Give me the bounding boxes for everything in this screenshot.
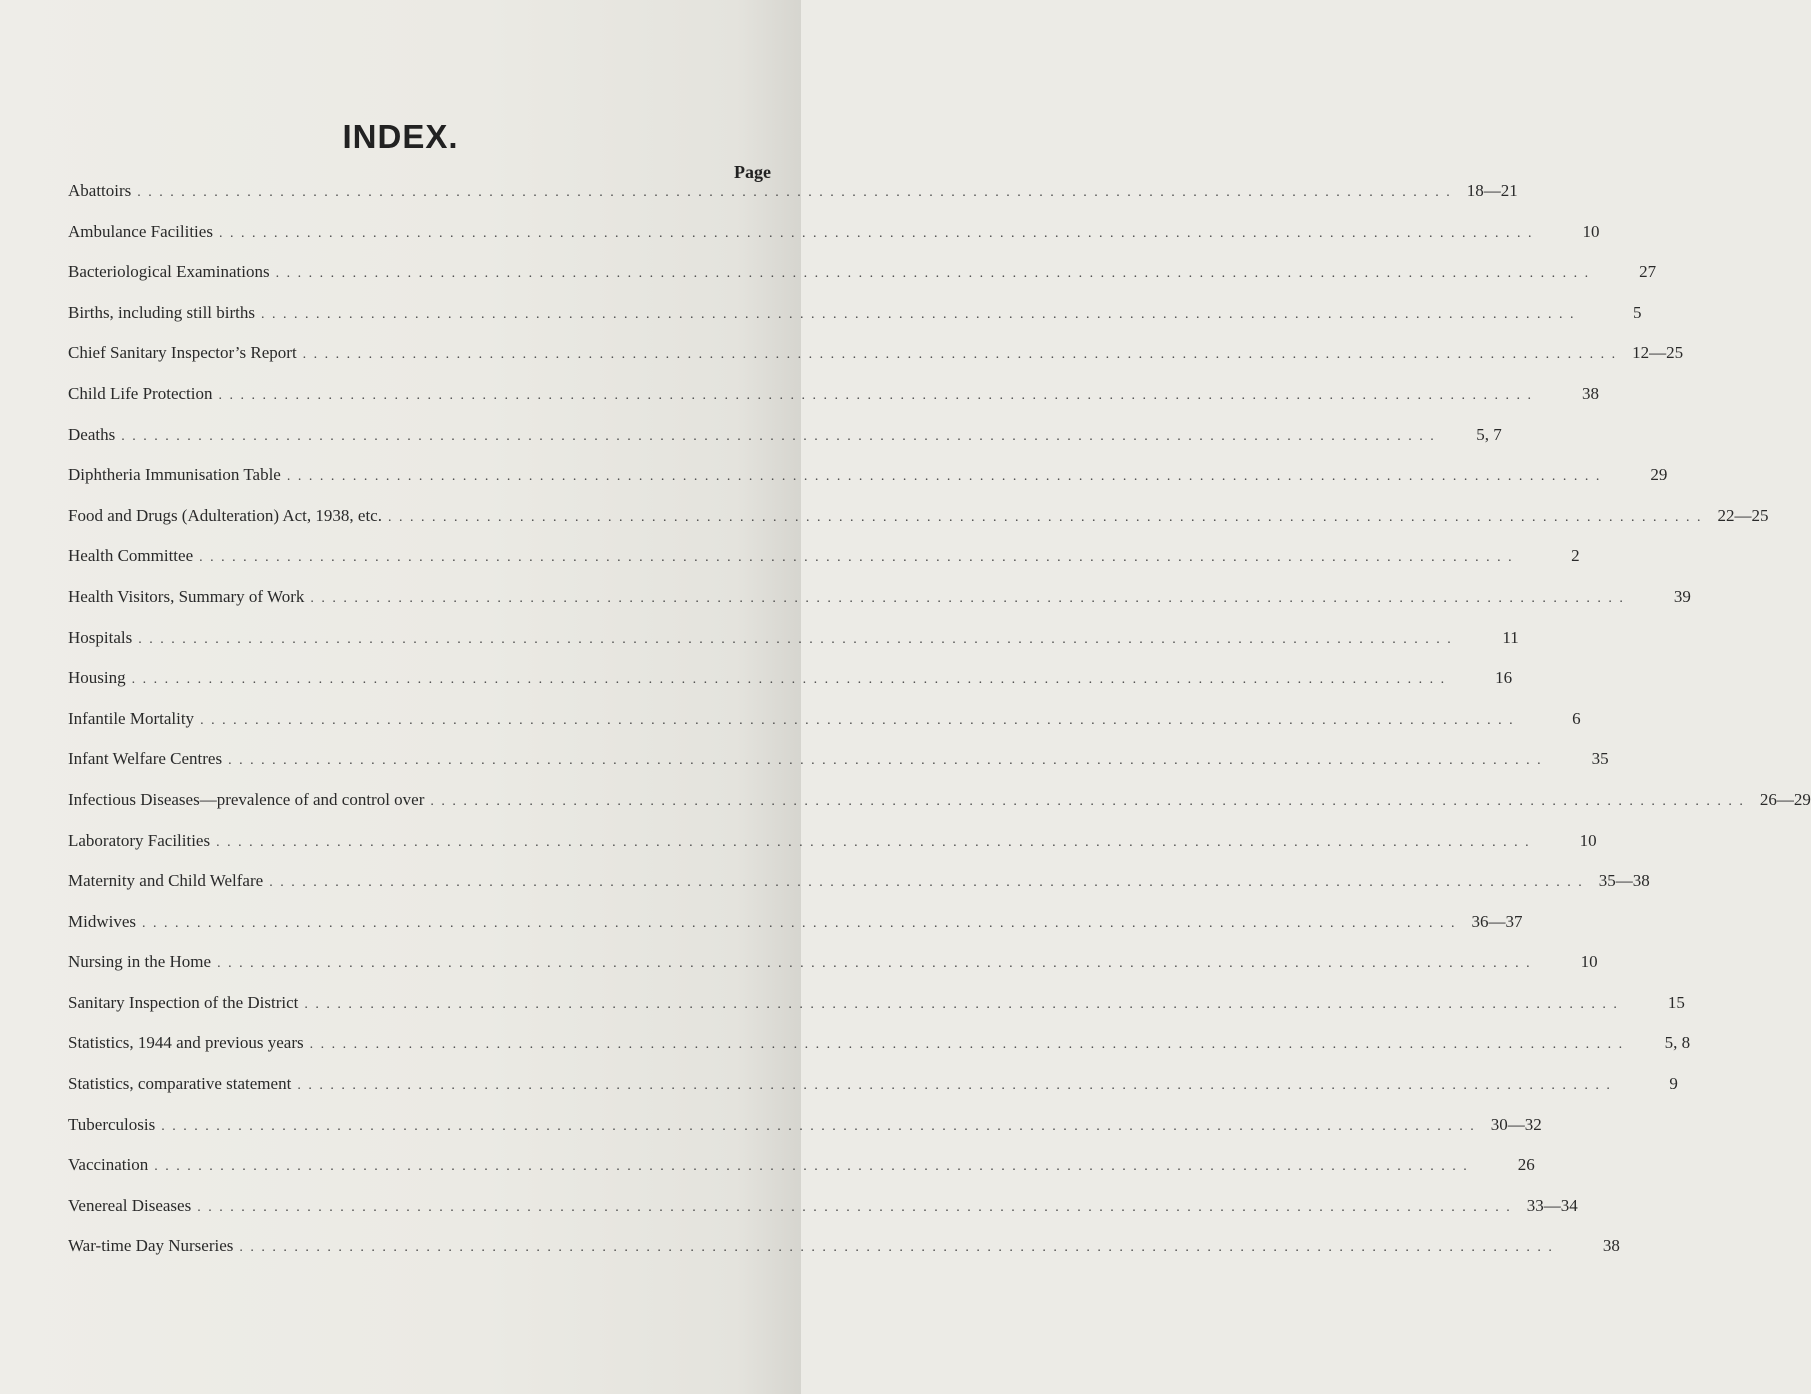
dot-leader: . . . . . . . . . . . . . . . . . . . . . . . . . . . . . . . . . . . . . . . . . . . . . . . . . . . . . . . . . . . . . . . . . . . . . . . . . . . . . . . . . . . . . . . . . . . . . . . . . . . . . . . . . . . . . . . . . . . . . . . . [217,956,1532,972]
index-entry-label: Health Committee [68,546,194,566]
index-entry-label: Infant Welfare Centres [68,749,223,769]
index-entry-label: Chief Sanitary Inspector’s Report [68,343,297,363]
index-entry-pages: 30—32 [1490,1114,1542,1134]
index-entry [68,1236,1620,1278]
index-entry-label: Statistics, comparative statement [68,1074,292,1094]
index-entry-pages: 5 [1633,302,1642,322]
index-entry [68,586,1691,629]
dot-leader: . . . . . . . . . . . . . . . . . . . . . . . . . . . . . . . . . . . . . . . . . . . . . . . . . . . . . . . . . . . . . . . . . . . . . . . . . . . . . . . . . . . . . . . . . . . . . . . . . . . . . . . . . . . . . . . . . . . . . . . . [200,712,1515,728]
dot-leader: . . . . . . . . . . . . . . . . . . . . . . . . . . . . . . . . . . . . . . . . . . . . . . . . . . . . . . . . . . . . . . . . . . . . . . . . . . . . . . . . . . . . . . . . . . . . . . . . . . . . . . . . . . . . . . . . . . . . . . . . [161,1118,1476,1134]
index-entry [68,627,1519,670]
dot-leader: . . . . . . . . . . . . . . . . . . . . . . . . . . . . . . . . . . . . . . . . . . . . . . . . . . . . . . . . . . . . . . . . . . . . . . . . . . . . . . . . . . . . . . . . . . . . . . . . . . . . . . . . . . . . . . . . . . . . . . . . [142,915,1457,931]
index-entry-pages: 39 [1673,586,1691,606]
index-entry-label: Deaths [68,424,116,444]
index-entry-pages: 11 [1502,627,1519,647]
index-entry [68,1114,1542,1157]
index-entry-label: Child Life Protection [68,383,213,403]
index-entry-label: Food and Drugs (Adulteration) Act, 1938, etc. [68,505,382,525]
index-entry-pages: 26—29 [1759,789,1811,809]
index-entry-pages: 10 [1579,830,1597,850]
index-entry-label: Venereal Diseases [68,1195,192,1215]
index-entry-label: Ambulance Facilities [68,221,213,241]
index-entry-label: Diphtheria Immunisation Table [68,465,281,485]
index-entry-pages: 5, 8 [1664,1033,1691,1053]
index-entry-pages: 2 [1571,546,1580,566]
dot-leader: . . . . . . . . . . . . . . . . . . . . . . . . . . . . . . . . . . . . . . . . . . . . . . . . . . . . . . . . . . . . . . . . . . . . . . . . . . . . . . . . . . . . . . . . . . . . . . . . . . . . . . . . . . . . . . . . . . . . . . . . [286,469,1602,485]
index-entry-label: Health Visitors, Summary of Work [68,586,305,606]
index-entry [68,708,1581,751]
index-entry [68,749,1609,791]
index-entry-pages: 27 [1639,262,1657,282]
index-entry [68,952,1598,994]
index-entry-pages: 5, 7 [1476,424,1502,444]
index-entry-label: Vaccination [68,1155,149,1175]
index-entry-label: Bacteriological Examinations [68,262,270,282]
index-entry-label: Births, including still births [68,302,256,322]
dot-leader: . . . . . . . . . . . . . . . . . . . . . . . . . . . . . . . . . . . . . . . . . . . . . . . . . . . . . . . . . . . . . . . . . . . . . . . . . . . . . . . . . . . . . . . . . . . . . . . . . . . . . . . . . . . . . . . . . . . . . . . . [137,185,1452,200]
index-entry-pages: 18—21 [1466,181,1518,200]
index-entry-label: Hospitals [68,627,133,647]
index-entry-label: War-time Day Nurseries [68,1236,234,1256]
index-entry [68,465,1668,507]
dot-leader: . . . . . . . . . . . . . . . . . . . . . . . . . . . . . . . . . . . . . . . . . . . . . . . . . . . . . . . . . . . . . . . . . . . . . . . . . . . . . . . . . . . . . . . . . . . . . . . . . . . . . . . . . . . . . . . . . . . . . . . . [239,1240,1554,1256]
index-entry [68,789,1811,832]
index-entry-pages: 33—34 [1526,1195,1578,1215]
index-entry [68,424,1502,467]
dot-leader: . . . . . . . . . . . . . . . . . . . . . . . . . . . . . . . . . . . . . . . . . . . . . . . . . . . . . . . . . . . . . . . . . . . . . . . . . . . . . . . . . . . . . . . . . . . . . . . . . . . . . . . . . . . . . . . . . . . . . . . . [269,875,1584,891]
index-entry [68,830,1597,873]
index-entry-pages: 35 [1591,749,1609,769]
index-entry [68,992,1685,1035]
index-entry [68,181,1518,223]
index-entry-label: Maternity and Child Welfare [68,871,264,891]
dot-leader: . . . . . . . . . . . . . . . . . . . . . . . . . . . . . . . . . . . . . . . . . . . . . . . . . . . . . . . . . . . . . . . . . . . . . . . . . . . . . . . . . . . . . . . . . . . . . . . . . . . . . . . . . . . . . . . . . . . . . . . . [310,590,1625,606]
index-entry-pages: 10 [1580,952,1598,972]
index-entry-pages: 6 [1572,708,1581,728]
index-entry [68,221,1600,264]
dot-leader: . . . . . . . . . . . . . . . . . . . . . . . . . . . . . . . . . . . . . . . . . . . . . . . . . . . . . . . . . . . . . . . . . . . . . . . . . . . . . . . . . . . . . . . . . . . . . . . . . . . . . . . . . . . . . . . . . . . . . . . . [309,1037,1625,1053]
dot-leader: . . . . . . . . . . . . . . . . . . . . . . . . . . . . . . . . . . . . . . . . . . . . . . . . . . . . . . . . . . . . . . . . . . . . . . . . . . . . . . . . . . . . . . . . . . . . . . . . . . . . . . . . . . . . . . . . . . . . . . . . [302,347,1618,363]
index-entry-pages: 10 [1582,221,1600,241]
index-entry-pages: 12—25 [1632,343,1684,363]
index-entry-pages: 9 [1669,1074,1678,1094]
page-column-header: Page [734,162,771,182]
index-entry-pages: 38 [1581,383,1599,403]
index-entry-pages: 38 [1602,1236,1620,1256]
index-entry-label: Laboratory Facilities [68,830,211,850]
index-entry-label: Abattoirs [68,181,132,200]
dot-leader: . . . . . . . . . . . . . . . . . . . . . . . . . . . . . . . . . . . . . . . . . . . . . . . . . . . . . . . . . . . . . . . . . . . . . . . . . . . . . . . . . . . . . . . . . . . . . . . . . . . . . . . . . . . . . . . . . . . . . . . . [218,225,1534,241]
dot-leader: . . . . . . . . . . . . . . . . . . . . . . . . . . . . . . . . . . . . . . . . . . . . . . . . . . . . . . . . . . . . . . . . . . . . . . . . . . . . . . . . . . . . . . . . . . . . . . . . . . . . . . . . . . . . . . . . . . . . . . . . [154,1159,1469,1175]
index-entry-pages: 26 [1517,1155,1535,1175]
index-entry [68,668,1513,710]
dot-leader: . . . . . . . . . . . . . . . . . . . . . . . . . . . . . . . . . . . . . . . . . . . . . . . . . . . . . . . . . . . . . . . . . . . . . . . . . . . . . . . . . . . . . . . . . . . . . . . . . . . . . . . . . . . . . . . . . . . . . . . . [430,793,1745,809]
index-entry [68,505,1769,548]
index-entry-label: Sanitary Inspection of the District [68,992,299,1012]
dot-leader: . . . . . . . . . . . . . . . . . . . . . . . . . . . . . . . . . . . . . . . . . . . . . . . . . . . . . . . . . . . . . . . . . . . . . . . . . . . . . . . . . . . . . . . . . . . . . . . . . . . . . . . . . . . . . . . . . . . . . . . . [121,428,1436,444]
dot-leader: . . . . . . . . . . . . . . . . . . . . . . . . . . . . . . . . . . . . . . . . . . . . . . . . . . . . . . . . . . . . . . . . . . . . . . . . . . . . . . . . . . . . . . . . . . . . . . . . . . . . . . . . . . . . . . . . . . . . . . . . [216,834,1531,850]
dot-leader: . . . . . . . . . . . . . . . . . . . . . . . . . . . . . . . . . . . . . . . . . . . . . . . . . . . . . . . . . . . . . . . . . . . . . . . . . . . . . . . . . . . . . . . . . . . . . . . . . . . . . . . . . . . . . . . . . . . . . . . . [387,509,1703,525]
index-entry-label: Infectious Diseases—prevalence of and control over [68,789,425,809]
dot-leader: . . . . . . . . . . . . . . . . . . . . . . . . . . . . . . . . . . . . . . . . . . . . . . . . . . . . . . . . . . . . . . . . . . . . . . . . . . . . . . . . . . . . . . . . . . . . . . . . . . . . . . . . . . . . . . . . . . . . . . . . [261,306,1576,322]
dot-leader: . . . . . . . . . . . . . . . . . . . . . . . . . . . . . . . . . . . . . . . . . . . . . . . . . . . . . . . . . . . . . . . . . . . . . . . . . . . . . . . . . . . . . . . . . . . . . . . . . . . . . . . . . . . . . . . . . . . . . . . . [297,1078,1612,1094]
dot-leader: . . . . . . . . . . . . . . . . . . . . . . . . . . . . . . . . . . . . . . . . . . . . . . . . . . . . . . . . . . . . . . . . . . . . . . . . . . . . . . . . . . . . . . . . . . . . . . . . . . . . . . . . . . . . . . . . . . . . . . . . [275,266,1591,282]
index-entry [68,1033,1691,1075]
index-entry [68,302,1642,345]
index-entry [68,1074,1678,1116]
index-entry [68,1195,1578,1238]
dot-leader: . . . . . . . . . . . . . . . . . . . . . . . . . . . . . . . . . . . . . . . . . . . . . . . . . . . . . . . . . . . . . . . . . . . . . . . . . . . . . . . . . . . . . . . . . . . . . . . . . . . . . . . . . . . . . . . . . . . . . . . . [131,672,1447,688]
dot-leader: . . . . . . . . . . . . . . . . . . . . . . . . . . . . . . . . . . . . . . . . . . . . . . . . . . . . . . . . . . . . . . . . . . . . . . . . . . . . . . . . . . . . . . . . . . . . . . . . . . . . . . . . . . . . . . . . . . . . . . . . [218,387,1533,403]
index-entry-pages: 22—25 [1717,505,1769,525]
index-entry [68,383,1599,426]
dot-leader: . . . . . . . . . . . . . . . . . . . . . . . . . . . . . . . . . . . . . . . . . . . . . . . . . . . . . . . . . . . . . . . . . . . . . . . . . . . . . . . . . . . . . . . . . . . . . . . . . . . . . . . . . . . . . . . . . . . . . . . . [138,631,1453,647]
index-entry [68,1155,1535,1197]
index-entry-label: Midwives [68,911,136,931]
index-entry-pages: 36—37 [1471,911,1523,931]
index-entry-pages: 15 [1667,992,1685,1012]
dot-leader: . . . . . . . . . . . . . . . . . . . . . . . . . . . . . . . . . . . . . . . . . . . . . . . . . . . . . . . . . . . . . . . . . . . . . . . . . . . . . . . . . . . . . . . . . . . . . . . . . . . . . . . . . . . . . . . . . . . . . . . . [304,996,1619,1012]
index-entry-pages: 16 [1495,668,1513,688]
index-entry-label: Tuberculosis [68,1114,156,1134]
index-entry-pages: 35—38 [1598,871,1650,891]
index-entry [68,262,1657,304]
index-entry [68,343,1684,385]
index-entry-label: Nursing in the Home [68,952,212,972]
index-entry-pages: 29 [1650,465,1668,485]
dot-leader: . . . . . . . . . . . . . . . . . . . . . . . . . . . . . . . . . . . . . . . . . . . . . . . . . . . . . . . . . . . . . . . . . . . . . . . . . . . . . . . . . . . . . . . . . . . . . . . . . . . . . . . . . . . . . . . . . . . . . . . . [199,550,1514,566]
dot-leader: . . . . . . . . . . . . . . . . . . . . . . . . . . . . . . . . . . . . . . . . . . . . . . . . . . . . . . . . . . . . . . . . . . . . . . . . . . . . . . . . . . . . . . . . . . . . . . . . . . . . . . . . . . . . . . . . . . . . . . . . [197,1199,1512,1215]
index-entry [68,911,1523,954]
index-entry-label: Statistics, 1944 and previous years [68,1033,304,1053]
index-entry-label: Infantile Mortality [68,708,195,728]
page-title: INDEX. [342,118,459,155]
index-entry [68,546,1580,588]
index-entry [68,871,1650,913]
index-list [68,181,1811,1278]
index-entry-label: Housing [68,668,126,688]
dot-leader: . . . . . . . . . . . . . . . . . . . . . . . . . . . . . . . . . . . . . . . . . . . . . . . . . . . . . . . . . . . . . . . . . . . . . . . . . . . . . . . . . . . . . . . . . . . . . . . . . . . . . . . . . . . . . . . . . . . . . . . . [228,753,1543,769]
